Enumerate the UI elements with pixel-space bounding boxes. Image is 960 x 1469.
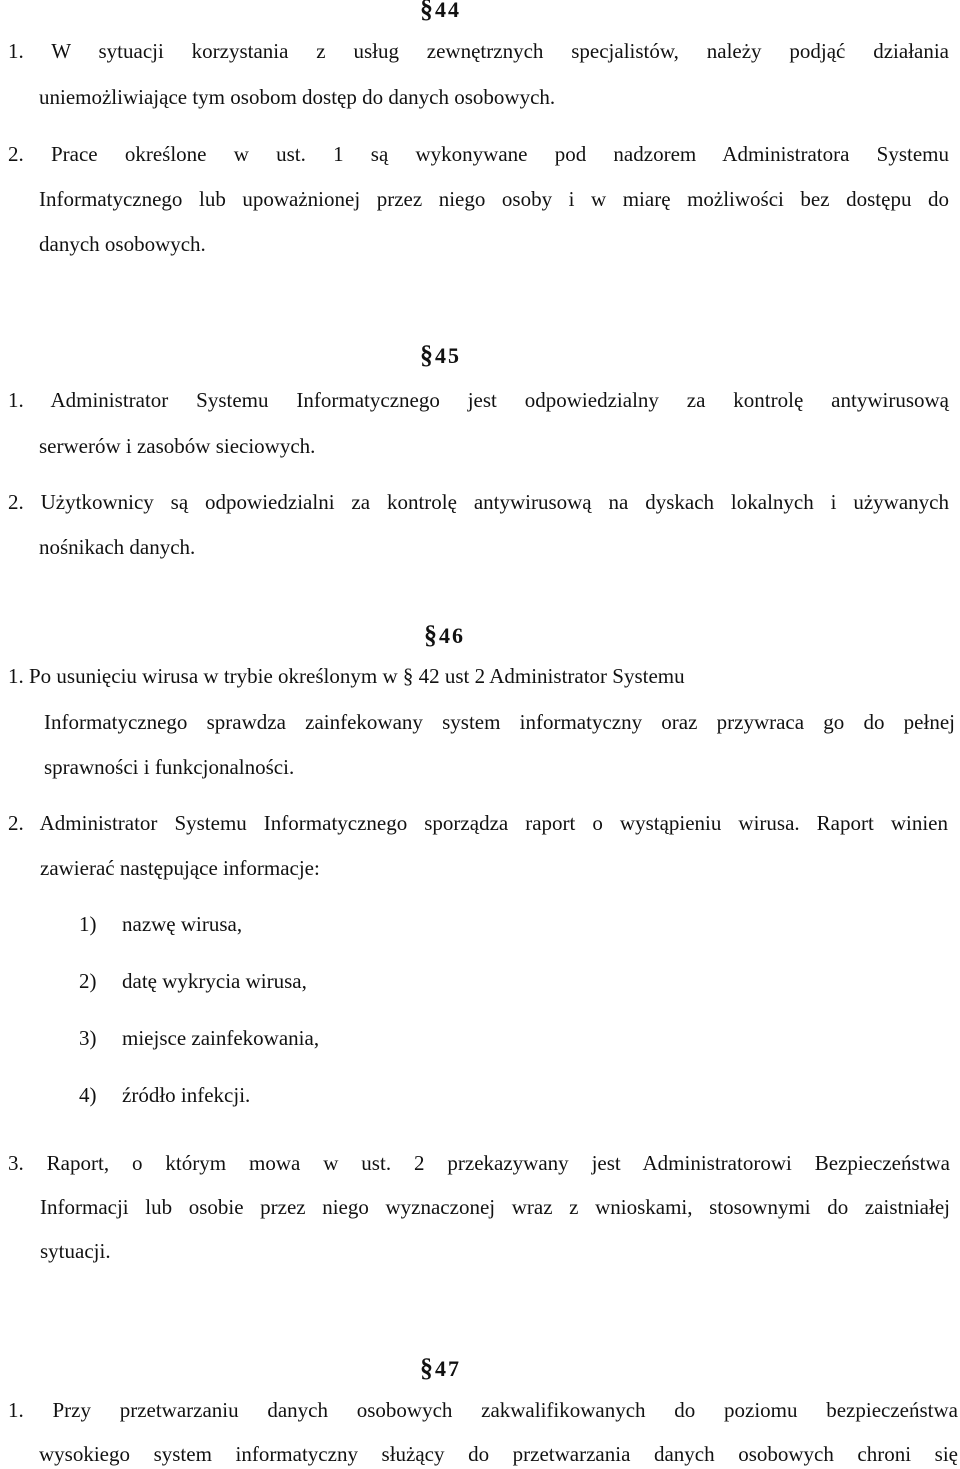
section-44-heading: §44	[420, 0, 461, 23]
list-item-text: źródło infekcji.	[122, 1083, 251, 1107]
s46-p3-line-3: sytuacji.	[40, 1239, 111, 1263]
list-item-number: 4)	[79, 1083, 97, 1107]
section-45-heading: §45	[420, 340, 461, 369]
s46-line-1: 1. Po usunięciu wirusa w trybie określonym w § 42 ust 2 Administrator Systemu	[8, 664, 685, 688]
list-item-text: datę wykrycia wirusa,	[122, 969, 307, 993]
section-symbol: §	[420, 0, 435, 23]
list-item-text: miejsce zainfekowania,	[122, 1026, 320, 1050]
section-symbol: §	[420, 340, 435, 369]
section-symbol: §	[424, 620, 439, 649]
section-46-heading: §46	[424, 620, 465, 649]
s46-line-4: 2. Administrator Systemu Informatycznego sporządza raport o wystąpieniu wirusa. Raport winien	[8, 811, 948, 835]
list-item-number: 3)	[79, 1026, 97, 1050]
s44-line-3: 2. Prace określone w ust. 1 są wykonywane pod nadzorem Administratora Systemu	[8, 142, 949, 166]
section-47-heading: §47	[420, 1353, 461, 1382]
section-symbol: §	[420, 1353, 435, 1382]
s44-line-4: Informatycznego lub upoważnionej przez niego osoby i w miarę możliwości bez dostępu do	[39, 187, 949, 211]
list-item	[79, 911, 242, 937]
s45-line-4: nośnikach danych.	[39, 535, 196, 559]
section-symbol: §	[402, 664, 414, 688]
s47-line-2: wysokiego system informatyczny służący do przetwarzania danych osobowych chroni się	[39, 1442, 958, 1466]
list-item	[79, 968, 307, 994]
s45-line-1: 1. Administrator Systemu Informatycznego jest odpowiedzialny za kontrolę antywirusową	[8, 388, 949, 412]
s46-p3-line-2: Informacji lub osobie przez niego wyznaczonej wraz z wnioskami, stosownymi do zaistniałej	[40, 1195, 950, 1219]
s44-line-2: uniemożliwiające tym osobom dostęp do danych osobowych.	[39, 85, 556, 109]
s46-p3-line-1: 3. Raport, o którym mowa w ust. 2 przekazywany jest Administratorowi Bezpieczeństwa	[8, 1151, 950, 1175]
list-item-number: 2)	[79, 969, 97, 993]
list-item-number: 1)	[79, 912, 97, 936]
s46-line-5: zawierać następujące informacje:	[40, 856, 320, 880]
s44-line-1: 1. W sytuacji korzystania z usług zewnętrznych specjalistów, należy podjąć działania	[8, 39, 949, 63]
s46-line-2: Informatycznego sprawdza zainfekowany system informatyczny oraz przywraca go do pełnej	[44, 710, 955, 734]
s45-line-3: 2. Użytkownicy są odpowiedzialni za kontrolę antywirusową na dyskach lokalnych i używanych	[8, 490, 949, 514]
list-item-text: nazwę wirusa,	[122, 912, 243, 936]
list-item	[79, 1025, 319, 1051]
list-item	[79, 1082, 250, 1108]
s44-line-5: danych osobowych.	[39, 232, 206, 256]
s46-line-3: sprawności i funkcjonalności.	[44, 755, 295, 779]
s45-line-2: serwerów i zasobów sieciowych.	[39, 434, 316, 458]
s47-line-1: 1. Przy przetwarzaniu danych osobowych zakwalifikowanych do poziomu bezpieczeństwa	[8, 1398, 958, 1422]
